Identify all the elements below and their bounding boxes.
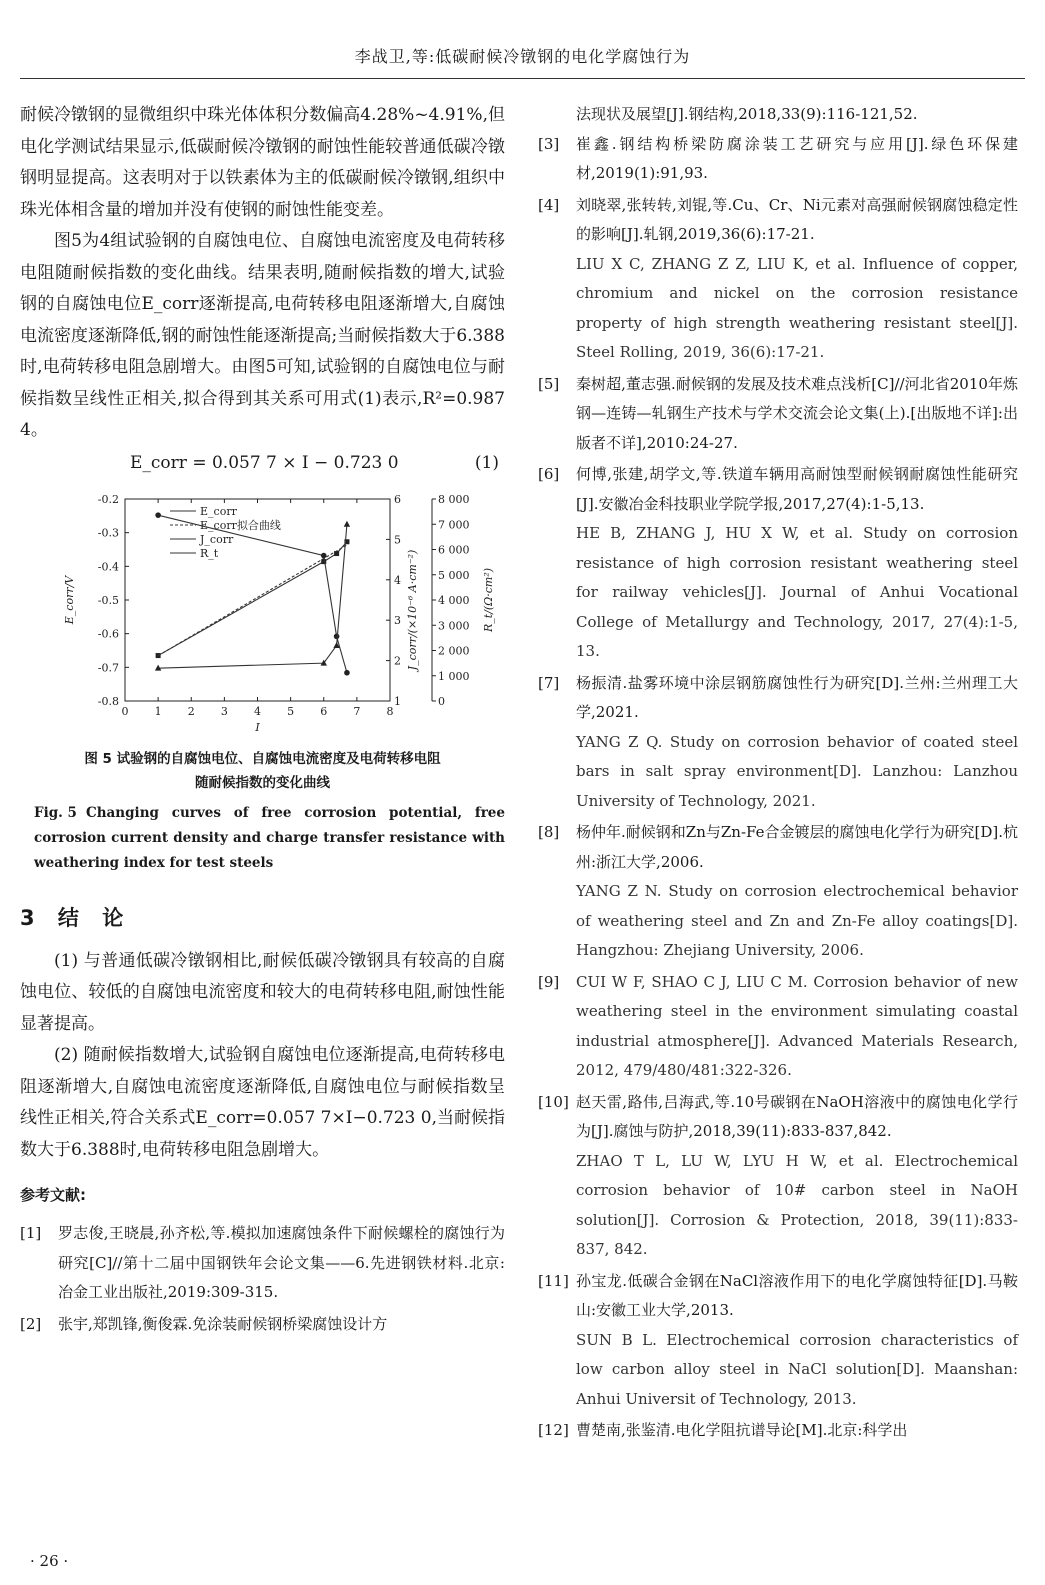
reference-number: [10] [538,1092,569,1111]
running-header: 李战卫,等:低碳耐候冷镦钢的电化学腐蚀行为 [354,47,691,66]
y-mid-tick-label: 6 [394,492,401,506]
x-tick-label: 3 [220,704,228,718]
reference-number: [7] [538,673,560,692]
data-point [321,552,327,558]
y-mid-axis-label: J_corr/(×10⁻⁶ A·cm⁻²) [406,549,419,670]
reference-text-en: LIU X C, ZHANG Z Z, LIU K, et al. Influence of copper, chromium and nickel on the corrosion resistance property of high strength weathering resistant steel[J]. Steel Rolling, 2019, 36(6):17-21. [576,254,1018,361]
y-mid-tick-label: 4 [394,573,401,587]
header-rule [20,78,1025,79]
reference-text: 秦树超,董志强.耐候钢的发展及技术难点浅析[C]//河北省2010年炼钢—连铸—轧钢生产技术与学术交流会论文集(上).[出版地不详]:出版者不详],2010:24-27. [576,374,1018,452]
reference-item [538,130,1018,189]
figure-5-chart [20,489,505,741]
reference-number: [6] [538,465,560,483]
data-point [344,520,350,526]
reference-number: [4] [538,195,560,214]
reference-text: 崔鑫.钢结构桥梁防腐涂装工艺研究与应用[J].绿色环保建材,2019(1):91,93. [576,134,1018,182]
x-tick-label: 7 [353,704,361,718]
conclusion-2: (2) 随耐候指数增大,试验钢自腐蚀电位逐渐提高,电荷转移电阻逐渐增大,自腐蚀电流密度逐渐降低,自腐蚀电位与耐候指数呈线性正相关,符合关系式E_corr=0.057 7×I−0.723 0,当耐候指数大于6.388时,电荷转移电阻急剧增大。 [20,1045,505,1160]
y-right-tick-label: 8 000 [438,492,470,506]
legend-label: E_corr拟合曲线 [200,518,281,532]
y-right-tick-label: 0 [438,694,445,708]
y-right-tick-label: 6 000 [438,543,470,556]
reference-number: [2] [20,1314,42,1333]
reference-text: 曹楚南,张鉴清.电化学阻抗谱导论[M].北京:科学出 [576,1421,908,1439]
data-point [334,633,340,639]
reference-item [20,1310,505,1340]
y-left-axis-label: E_corr/V [63,575,76,624]
x-tick-label: 8 [386,704,394,718]
reference-item [538,1267,1018,1415]
x-tick-label: 0 [121,704,129,718]
figure-caption-en-label: Fig. 5 [34,804,77,821]
equation-number: (1) [474,452,499,473]
section-title: 3 结 论 [20,905,132,930]
y-left-tick-label: -0.8 [97,694,119,708]
y-right-tick-label: 3 000 [438,618,470,632]
data-point [334,551,339,556]
reference-text: 杨仲年.耐候钢和Zn与Zn-Fe合金镀层的腐蚀电化学行为研究[D].杭州:浙江大学,2006. [576,823,1018,871]
reference-item [538,191,1018,368]
y-left-tick-label: -0.5 [97,593,119,607]
paragraph-2: 图5为4组试验钢的自腐蚀电位、自腐蚀电流密度及电荷转移电阻随耐候指数的变化曲线。结果表明,随耐候指数的增大,试验钢的自腐蚀电位E_corr逐渐提高,电荷转移电阻逐渐增大,自腐蚀电流密度逐渐降低,钢的耐蚀性能逐渐提高;当耐候指数大于6.388时,电荷转移电阻急剧增大。由图5可知,试验钢的自腐蚀电位与耐候指数呈线性正相关,拟合得到其关系可用式(1)表示,R²=0.987 4。 [20,231,505,440]
figure-caption-cn-line1: 图 5 试验钢的自腐蚀电位、自腐蚀电流密度及电荷转移电阻 [84,750,441,767]
reference-number: [1] [20,1224,42,1242]
legend-label: R_t [200,546,219,560]
y-mid-tick-label: 3 [394,613,401,627]
legend-label: E_corr [200,504,237,518]
x-tick-label: 4 [254,704,261,718]
x-tick-label: 6 [320,704,328,718]
y-mid-tick-label: 1 [394,694,401,708]
reference-item [20,1219,505,1308]
references-title: 参考文献: [20,1186,86,1204]
figure-caption-en-text: Changing curves of free corrosion potential, free corrosion current density and charge transfer resistance with weathering index for test steels [34,804,505,871]
series-line-3 [158,524,347,668]
reference-text: 罗志俊,王晓晨,孙齐松,等.模拟加速腐蚀条件下耐候螺栓的腐蚀行为研究[C]//第十二届中国钢铁年会论文集——6.先进钢铁材料.北京:冶金工业出版社,2019:309-315. [58,1224,505,1301]
y-left-tick-label: -0.2 [97,492,119,506]
legend-label: J_corr [200,532,234,546]
reference-number: [11] [538,1271,569,1290]
reference-text: 杨振清.盐雾环境中涂层钢筋腐蚀性行为研究[D].兰州:兰州理工大学,2021. [576,673,1018,721]
y-right-tick-label: 7 000 [438,517,470,531]
reference-text: 何博,张建,胡学文,等.铁道车辆用高耐蚀型耐候钢耐腐蚀性能研究[J].安徽冶金科技职业学院学报,2017,27(4):1-5,13. [576,465,1018,513]
y-left-tick-label: -0.3 [97,526,119,540]
paragraph-1: 耐候冷镦钢的显微组织中珠光体体积分数偏高4.28%~4.91%,但电化学测试结果显示,低碳耐候冷镦钢的耐蚀性能较普通低碳冷镦钢明显提高。这表明对于以铁素体为主的低碳耐候冷镦钢,组织中珠光体相含量的增加并没有使钢的耐蚀性能变差。 [20,105,505,220]
reference-2-continued: 法现状及展望[J].钢结构,2018,33(9):116-121,52. [576,105,918,123]
conclusion-1: (1) 与普通低碳冷镦钢相比,耐候低碳冷镦钢具有较高的自腐蚀电位、较低的自腐蚀电流密度和较大的电荷转移电阻,耐蚀性能显著提高。 [20,950,505,1034]
y-left-tick-label: -0.7 [97,660,119,674]
reference-text-en: SUN B L. Electrochemical corrosion characteristics of low carbon alloy steel in NaCl solution[D]. Maanshan: Anhui Universit of Technology, 2013. [576,1330,1018,1408]
data-point [155,512,161,518]
reference-text: 刘晓翠,张转转,刘锟,等.Cu、Cr、Ni元素对高强耐候钢腐蚀稳定性的影响[J].轧钢,2019,36(6):17-21. [576,195,1018,243]
reference-text-en: CUI W F, SHAO C J, LIU C M. Corrosion behavior of new weathering steel in the environment simulating coastal industrial atmosphere[J]. Advanced Materials Research, 2012, 479/480/481:322-326. [576,972,1018,1079]
y-right-axis-label: R_t/(Ω·cm²) [482,567,495,632]
reference-item [538,818,1018,966]
reference-item [538,370,1018,459]
right-column [538,100,1018,1448]
reference-item [538,968,1018,1086]
reference-text-en: ZHAO T L, LU W, LYU H W, et al. Electrochemical corrosion behavior of 10# carbon steel in NaOH solution[J]. Corrosion & Protection, 2018, 39(11):833-837, 842. [576,1151,1018,1258]
y-right-tick-label: 4 000 [438,593,470,607]
reference-number: [3] [538,134,560,153]
y-right-tick-label: 5 000 [438,568,470,582]
reference-list [538,130,1018,1446]
reference-number: [5] [538,374,560,393]
reference-number: [12] [538,1421,569,1439]
figure-caption-cn [20,747,505,795]
reference-text-en: YANG Z Q. Study on corrosion behavior of coated steel bars in salt spray environment[D]. Lanzhou: Lanzhou University of Technology, 2021. [576,732,1018,810]
series-line-0 [158,541,347,655]
y-mid-tick-label: 5 [394,532,401,546]
x-axis-label: I [255,720,260,734]
y-left-tick-label: -0.4 [97,559,119,573]
series-line-1 [158,544,347,655]
equation-1 [20,449,505,481]
page-number: · 26 · [30,1552,69,1570]
left-column [20,100,505,1341]
reference-item [538,460,1018,667]
y-mid-tick-label: 2 [394,654,401,668]
reference-text-en: HE B, ZHANG J, HU X W, et al. Study on corrosion resistance of high corrosion resistant weathering steel for railway vehicles[J]. Journal of Anhui Vocational College of Metallurgy and Technology, 2017, 27(4):1-5, 13. [576,524,1018,660]
x-tick-label: 1 [154,704,162,718]
reference-number: [9] [538,972,560,991]
reference-text-en: YANG Z N. Study on corrosion electrochemical behavior of weathering steel and Zn and Zn-Fe alloy coatings[D]. Hangzhou: Zhejiang University, 2006. [576,882,1018,959]
reference-text: 张宇,郑凯锋,衡俊霖.免涂装耐候钢桥梁腐蚀设计方 [58,1314,388,1333]
reference-item [538,1088,1018,1265]
equation-body: E_corr = 0.057 7 × I − 0.723 0 [130,452,399,473]
y-right-tick-label: 2 000 [438,644,470,657]
reference-text: 赵天雷,路伟,吕海武,等.10号碳钢在NaOH溶液中的腐蚀电化学行为[J].腐蚀与防护,2018,39(11):833-837,842. [576,1092,1018,1140]
x-tick-label: 2 [187,704,195,718]
y-left-tick-label: -0.6 [97,627,119,641]
reference-item [538,669,1018,817]
figure-5 [20,489,505,741]
figure-caption-cn-line2: 随耐候指数的变化曲线 [195,774,330,791]
figure-caption-en [20,801,505,876]
y-right-tick-label: 1 000 [438,669,470,683]
reference-item [538,1416,1018,1446]
x-tick-label: 5 [287,704,295,718]
reference-number: [8] [538,823,560,841]
data-point [344,669,350,675]
reference-text: 孙宝龙.低碳合金钢在NaCl溶液作用下的电化学腐蚀特征[D].马鞍山:安徽工业大学,2013. [576,1271,1018,1319]
